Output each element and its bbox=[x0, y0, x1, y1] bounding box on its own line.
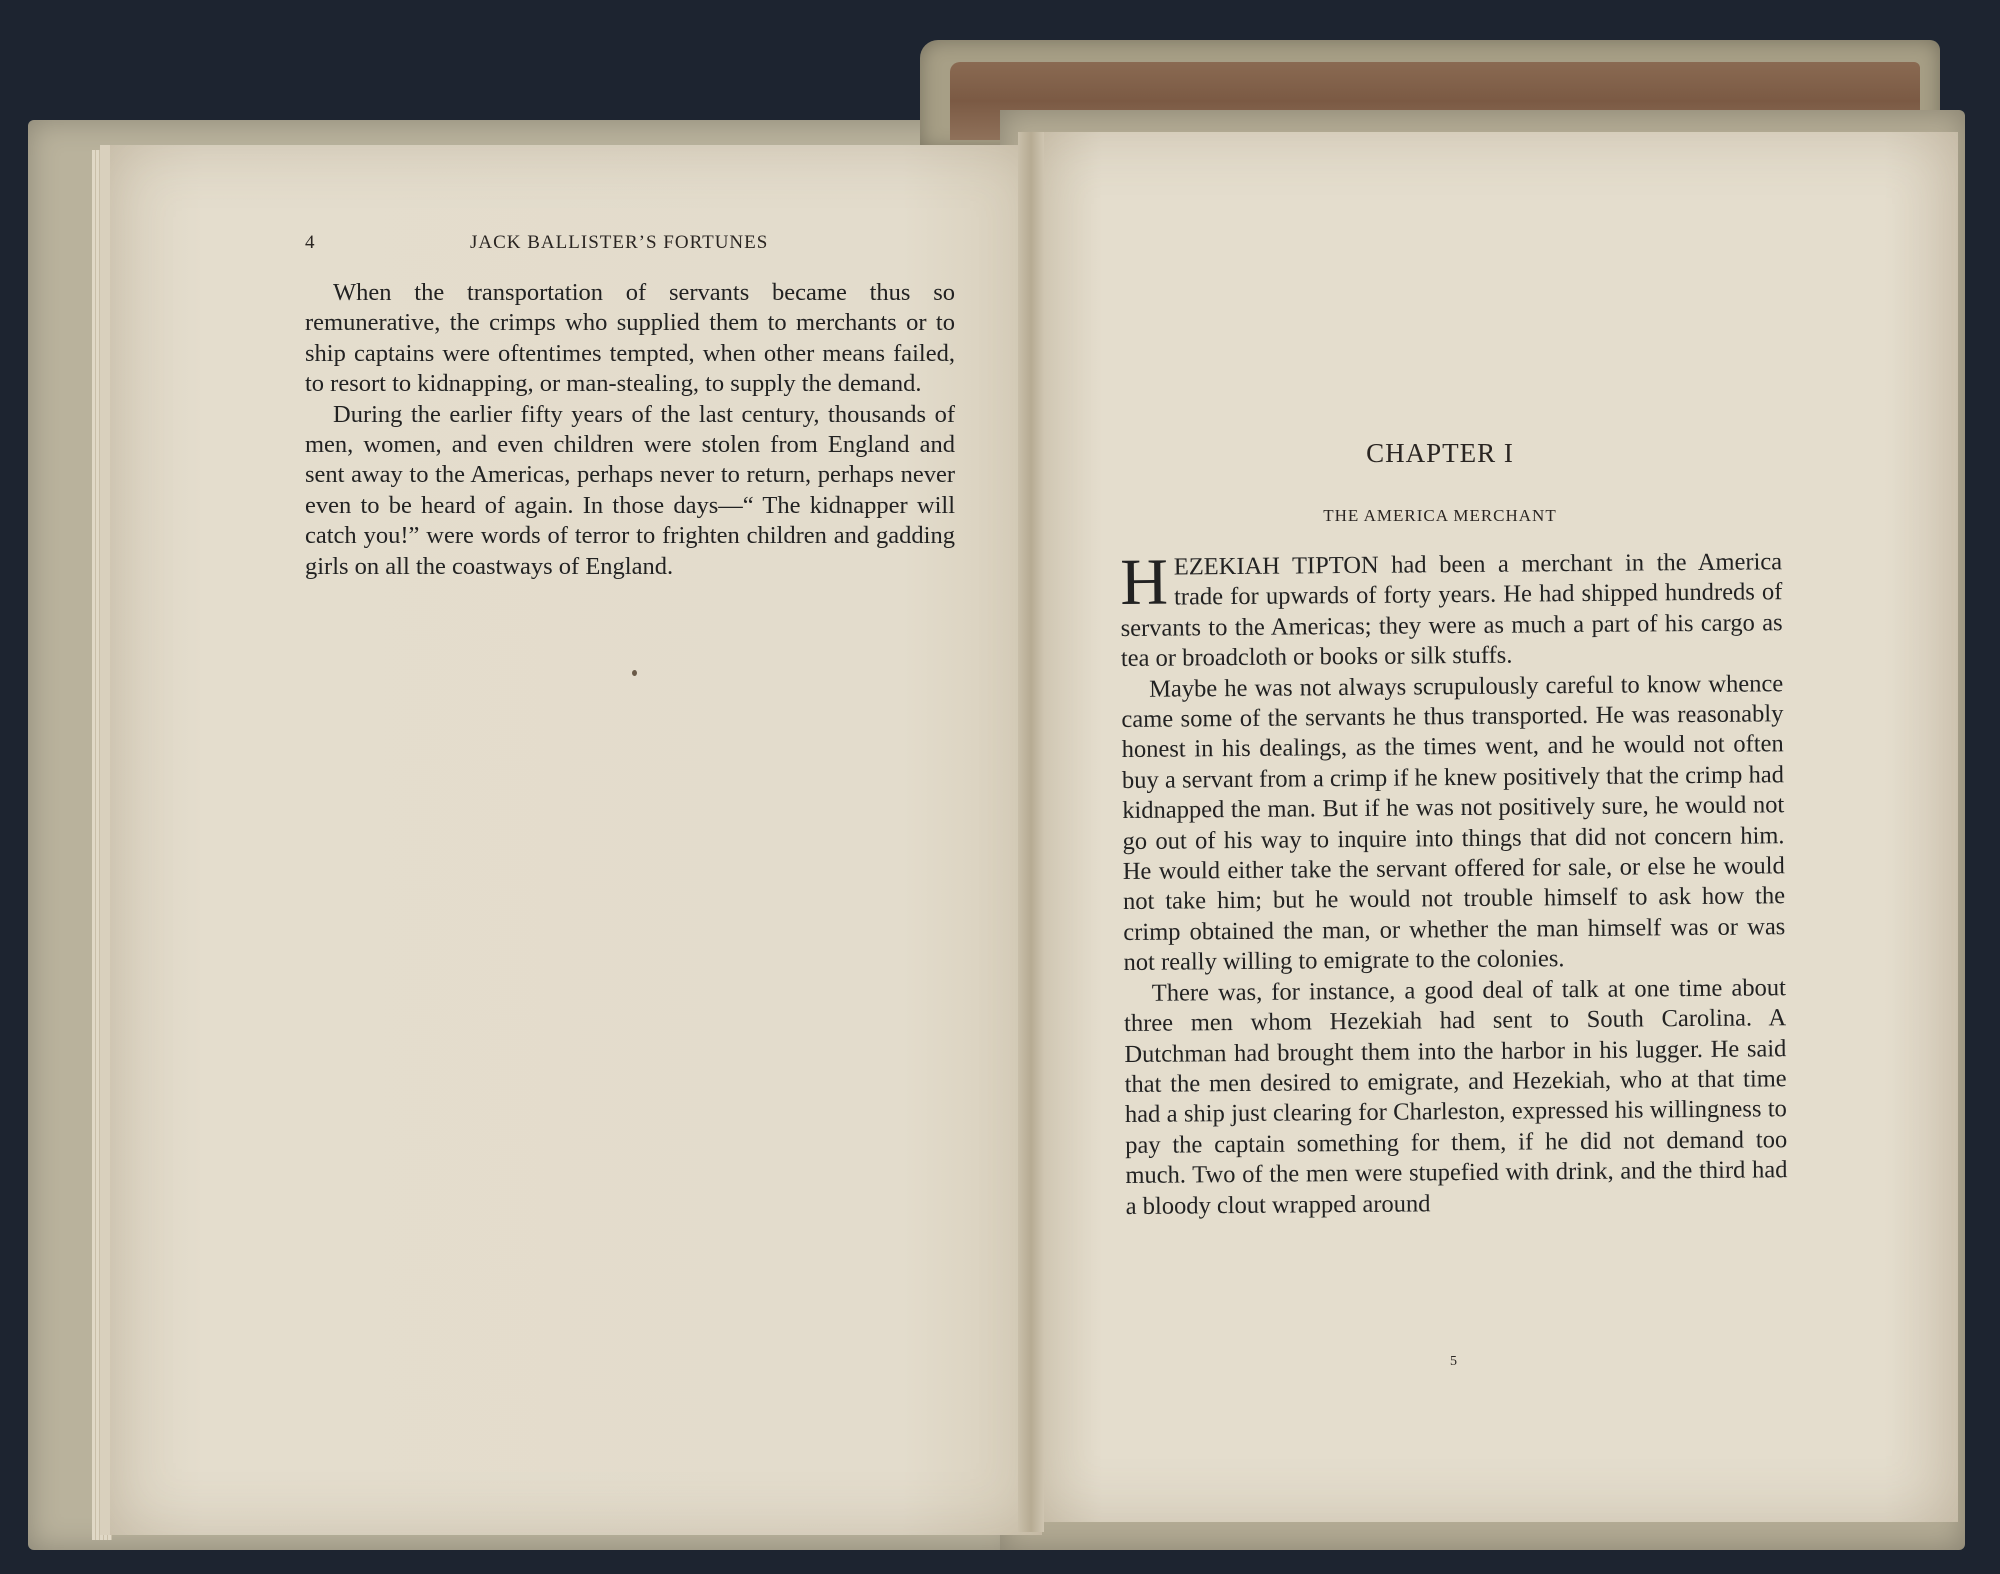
paragraph-opening bbox=[1120, 547, 1783, 674]
left-page-number: 4 bbox=[305, 232, 316, 253]
paragraph: There was, for instance, a good deal of talk at one time about three men whom Hezekiah had sent to South Carolina. A Dutchman had brought them into the harbor in his lugger. He said that the men desired to emigrate, and Hezekiah, who at that time had a ship just clearing for Charleston, expressed his willingness to pay the captain something for them, if he did not demand too much. Two of the men were stupefied with drink, and the third had a bloody clout wrapped around bbox=[1123, 973, 1788, 1220]
running-head-title: JACK BALLISTER’S FORTUNES bbox=[470, 232, 769, 253]
left-page-body bbox=[305, 278, 955, 582]
paragraph: During the earlier fifty years of the last century, thousands of men, women, and even children were stolen from England and sent away to the Americas, perhaps never to return, perhaps never even to be heard of again. In those days—“ The kidnapper will catch you!” were words of terror to frighten children and gadding girls on all the coastways of England. bbox=[305, 400, 955, 580]
chapter-subtitle: THE AMERICA MERCHANT bbox=[1323, 506, 1557, 525]
book-gutter bbox=[1018, 132, 1044, 1532]
right-page-body bbox=[1120, 547, 1788, 1222]
paragraph: Maybe he was not always scrupulously careful to know whence came some of the servants he thus transported. He was reasonably honest in his dealings, as the times went, and he would not often buy a servant from a crimp if he knew positively that the crimp had kidnapped the man. But if he was not positively sure, he would not go out of his way to inquire into things that did not concern him. He would either take the servant offered for sale, or else he would not take him; but he would not trouble himself to ask how the crimp obtained the man, or whether the man himself was or was not really willing to emigrate to the colonies. bbox=[1121, 669, 1786, 977]
chapter-title: CHAPTER I bbox=[1366, 438, 1514, 468]
opening-text: EZEKIAH TIPTON had been a merchant in the America trade for upwards of forty years. He had shipped hundreds of servants to the Americas; they were as much a part of his cargo as tea or broadcloth or books or silk stuffs. bbox=[1120, 548, 1783, 673]
drop-cap: H bbox=[1119, 545, 1169, 619]
paragraph: When the transportation of servants became thus so remunerative, the crimps who supplied them to merchants or to ship captains were oftentimes tempted, when other means failed, to resort to kidnapping, or man-stealing, to supply the demand. bbox=[305, 279, 955, 398]
right-page-number: 5 bbox=[1450, 1354, 1457, 1369]
ink-speck bbox=[632, 670, 637, 676]
